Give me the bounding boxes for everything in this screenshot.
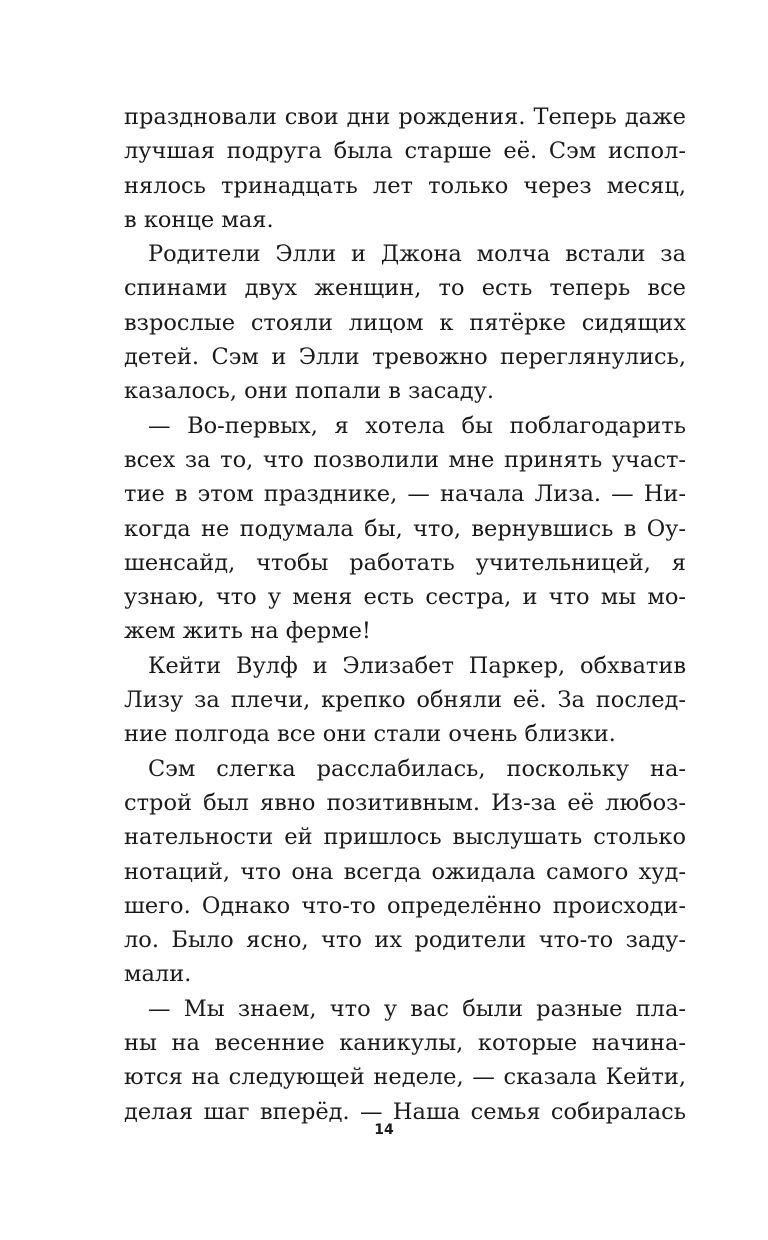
text-line: тие в этом празднике, — начала Лиза. — Ни-	[124, 481, 686, 508]
text-line: Лизу за плечи, крепко обняли её. За послед-	[124, 687, 686, 714]
text-line: шенсайд, чтобы работать учительницей, я	[124, 549, 686, 576]
text-line: делая шаг вперёд. — Наша семья собиралась	[124, 1098, 686, 1125]
text-line: в конце мая.	[124, 206, 274, 233]
text-line: ло. Было ясно, что их родители что-то заду-	[124, 927, 686, 954]
text-line: нотаций, что она всегда ожидала самого худ-	[124, 858, 686, 885]
text-line: лучшая подруга была старше её. Сэм испол-	[124, 138, 686, 165]
text-line: всех за то, что позволили мне принять участ-	[124, 446, 686, 473]
text-line: ны на весенние каникулы, которые начина-	[124, 1030, 686, 1057]
text-line: — Мы знаем, что у вас были разные пла-	[148, 995, 686, 1022]
page-number: 14	[374, 1122, 394, 1138]
text-line: строй был явно позитивным. Из-за её любоз-	[124, 789, 686, 816]
text-line: взрослые стояли лицом к пятёрке сидящих	[124, 309, 686, 336]
text-line: Кейти Вулф и Элизабет Паркер, обхватив	[148, 652, 686, 679]
text-line: спинами двух женщин, то есть теперь все	[124, 275, 686, 302]
text-line: мали.	[124, 961, 192, 988]
text-line: праздновали свои дни рождения. Теперь даже	[124, 104, 686, 130]
text-line: нялось тринадцать лет только через месяц,	[124, 172, 686, 199]
text-line: детей. Сэм и Элли тревожно переглянулись,	[124, 344, 686, 371]
text-line: — Во-первых, я хотела бы поблагодарить	[148, 412, 686, 439]
text-line: ние полгода все они стали очень близки.	[124, 721, 616, 748]
text-line: когда не подумала бы, что, вернувшись в Оу-	[124, 515, 686, 542]
text-line: ются на следующей неделе, — сказала Кейти,	[124, 1064, 686, 1091]
text-line: нательности ей пришлось выслушать столько	[124, 824, 686, 851]
text-line: жем жить на ферме!	[124, 618, 371, 645]
text-line: Родители Элли и Джона молча встали за	[148, 241, 686, 268]
text-line: Сэм слегка расслабилась, поскольку на-	[148, 755, 686, 782]
text-line: шего. Однако что-то определённо происходи-	[124, 892, 686, 919]
text-line: казалось, они попали в засаду.	[124, 378, 495, 405]
body-text	[124, 100, 686, 1129]
text-line: узнаю, что у меня есть сестра, и что мы мо-	[124, 584, 686, 611]
